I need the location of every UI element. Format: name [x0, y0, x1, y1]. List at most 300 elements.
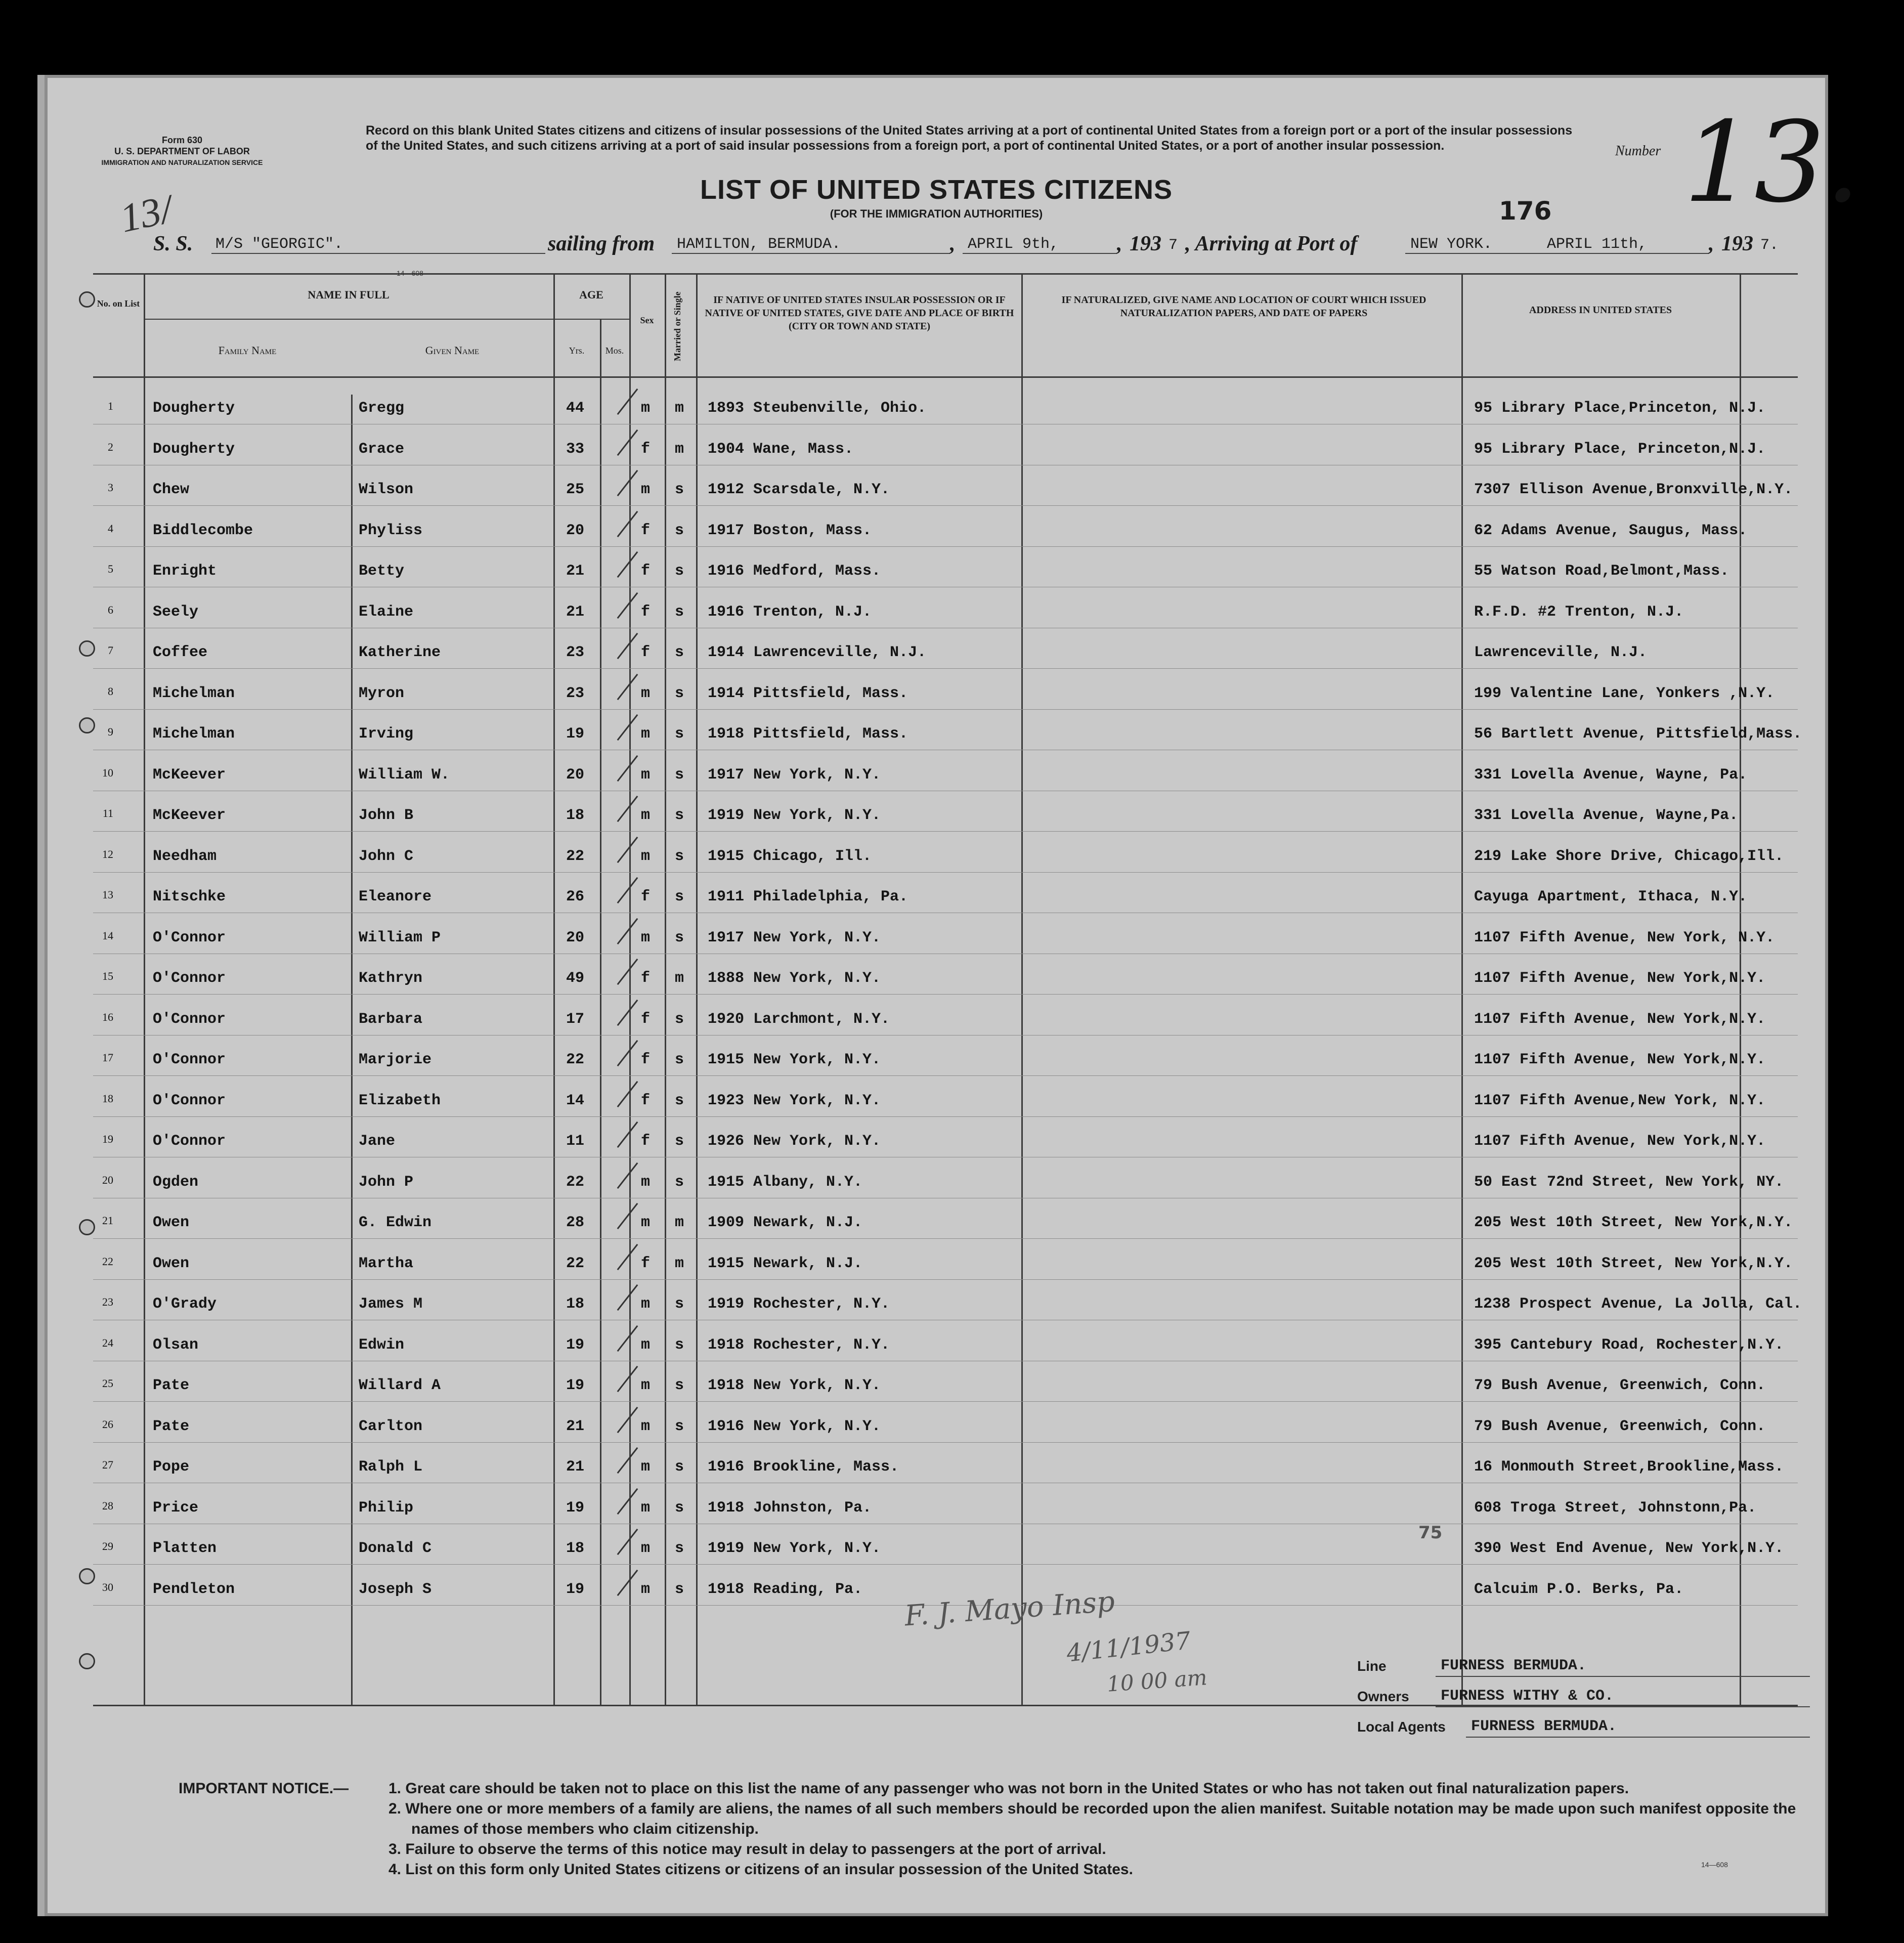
marital-status: s	[675, 1296, 684, 1313]
birth-info: 1893 Steubenville, Ohio.	[708, 400, 927, 417]
birth-info: 1917 New York, N.Y.	[708, 766, 881, 784]
binder-hole	[79, 717, 95, 733]
sex: f	[641, 1010, 651, 1028]
family-name: Price	[153, 1499, 199, 1517]
sex: m	[641, 1214, 651, 1231]
passenger-number: 12	[102, 847, 113, 860]
binder-hole	[79, 291, 95, 308]
family-name: Ogden	[153, 1173, 199, 1191]
marital-status: s	[675, 684, 684, 702]
departure-date: APRIL 9th,	[968, 236, 1059, 253]
age-years: 26	[566, 888, 585, 905]
comma-1: ,	[950, 232, 956, 255]
us-address: 50 East 72nd Street, New York, NY.	[1474, 1173, 1784, 1191]
sex: f	[641, 1092, 651, 1109]
ss-label: S. S.	[153, 232, 193, 255]
sex: m	[641, 1173, 651, 1191]
check-mark	[617, 714, 638, 741]
marital-status: m	[675, 400, 684, 417]
passenger-number: 14	[102, 929, 113, 942]
us-address: 16 Monmouth Street,Brookline,Mass.	[1474, 1458, 1784, 1476]
check-mark	[617, 1366, 638, 1392]
check-mark	[617, 673, 638, 700]
given-name: William W.	[359, 766, 450, 784]
family-name: Nitschke	[153, 888, 226, 905]
birth-info: 1912 Scarsdale, N.Y.	[708, 481, 890, 498]
line-value: FURNESS BERMUDA.	[1441, 1657, 1587, 1674]
marital-status: s	[675, 522, 684, 539]
header-birth: IF NATIVE OF UNITED STATES INSULAR POSSESSION OR IF NATIVE OF UNITED STATES, GIVE DATE AND PLACE OF BIRTH (CITY OR TOWN AND STATE)	[705, 294, 1014, 332]
given-name: Donald C	[359, 1540, 432, 1557]
departure-year-prefix: 193	[1130, 232, 1161, 255]
notice-item: 4. List on this form only United States citizens or citizens of an insular possession of the United States.	[388, 1861, 1133, 1878]
comma-3: ,	[1709, 232, 1714, 255]
check-mark	[617, 1203, 638, 1229]
passenger-number: 20	[102, 1173, 113, 1186]
agents-value: FURNESS BERMUDA.	[1471, 1718, 1617, 1735]
age-years: 19	[566, 1377, 585, 1394]
us-address: 95 Library Place, Princeton,N.J.	[1474, 440, 1766, 458]
passenger-number: 13	[102, 888, 113, 901]
check-mark	[617, 1162, 638, 1188]
notice-items	[388, 1779, 1820, 1880]
service-name: IMMIGRATION AND NATURALIZATION SERVICE	[101, 158, 263, 166]
row-rule	[93, 1075, 1798, 1076]
us-address: 1107 Fifth Avenue, New York,N.Y.	[1474, 970, 1766, 987]
sex: m	[641, 1499, 651, 1517]
marital-status: s	[675, 1458, 684, 1476]
passenger-number: 21	[102, 1214, 113, 1227]
family-name: Michelman	[153, 725, 235, 743]
us-address: 62 Adams Avenue, Saugus, Mass.	[1474, 522, 1748, 539]
form-identifier	[101, 135, 263, 168]
birth-info: 1916 Trenton, N.J.	[708, 603, 872, 621]
marital-status: s	[675, 1092, 684, 1109]
us-address: 1107 Fifth Avenue, New York,N.Y.	[1474, 1133, 1766, 1150]
from-fill-line	[672, 253, 950, 254]
birth-info: 1920 Larchmont, N.Y.	[708, 1010, 890, 1028]
check-mark	[617, 999, 638, 1025]
given-name: Grace	[359, 440, 405, 458]
marital-status: m	[675, 1214, 684, 1231]
us-address: 331 Lovella Avenue, Wayne,Pa.	[1474, 807, 1739, 824]
sex: m	[641, 725, 651, 743]
given-name: Marjorie	[359, 1051, 432, 1068]
given-name: Joseph S	[359, 1580, 432, 1598]
sex: f	[641, 644, 651, 661]
passenger-table	[93, 269, 1802, 1654]
check-mark	[617, 1406, 638, 1433]
age-years: 19	[566, 1580, 585, 1598]
check-mark	[617, 1529, 638, 1555]
age-years: 21	[566, 603, 585, 621]
arrival-port: NEW YORK.	[1410, 236, 1493, 253]
arrival-year-prefix: 193	[1721, 232, 1753, 255]
age-years: 11	[566, 1133, 585, 1150]
birth-info: 1918 Johnston, Pa.	[708, 1499, 872, 1517]
sex: f	[641, 1133, 651, 1150]
family-name: Pate	[153, 1377, 190, 1394]
family-name: McKeever	[153, 807, 226, 824]
marital-status: s	[675, 603, 684, 621]
given-name: G. Edwin	[359, 1214, 432, 1231]
marital-status: s	[675, 1173, 684, 1191]
handwritten-mark: 13/	[116, 187, 177, 241]
marital-status: s	[675, 1540, 684, 1557]
check-mark	[617, 1040, 638, 1066]
check-mark	[617, 796, 638, 822]
row-rule	[93, 505, 1798, 506]
marital-status: s	[675, 847, 684, 865]
birth-info: 1919 Rochester, N.Y.	[708, 1296, 890, 1313]
header-age: AGE	[579, 288, 603, 301]
us-address: 79 Bush Avenue, Greenwich, Conn.	[1474, 1377, 1766, 1394]
family-name: Platten	[153, 1540, 217, 1557]
sex: m	[641, 1336, 651, 1354]
marital-status: s	[675, 929, 684, 946]
header-naturalized: IF NATURALIZED, GIVE NAME AND LOCATION OF COURT WHICH ISSUED NATURALIZATION PAPERS, AND DATE OF PAPERS	[1061, 294, 1426, 319]
family-name: Enright	[153, 563, 217, 580]
signature-time: 10 00 am	[1106, 1665, 1208, 1697]
given-name: Elizabeth	[359, 1092, 441, 1109]
us-address: Calcuim P.O. Berks, Pa.	[1474, 1580, 1684, 1598]
sex: m	[641, 400, 651, 417]
notice-heading: IMPORTANT NOTICE.—	[179, 1780, 349, 1797]
check-mark	[617, 1569, 638, 1595]
us-address: 1107 Fifth Avenue, New York,N.Y.	[1474, 1010, 1766, 1028]
header-married-single: Married or Single	[672, 291, 682, 361]
age-years: 18	[566, 807, 585, 824]
birth-info: 1914 Lawrenceville, N.J.	[708, 644, 927, 661]
check-mark	[617, 1488, 638, 1514]
birth-info: 1915 Newark, N.J.	[708, 1255, 863, 1272]
owners-label: Owners	[1357, 1689, 1409, 1704]
check-mark	[617, 510, 638, 537]
us-address: 1107 Fifth Avenue, New York, N.Y.	[1474, 929, 1775, 946]
agents-label: Local Agents	[1357, 1719, 1446, 1735]
given-name: Jane	[359, 1133, 396, 1150]
birth-info: 1915 Chicago, Ill.	[708, 847, 872, 865]
birth-info: 1904 Wane, Mass.	[708, 440, 854, 458]
arrival-year-suffix: 7.	[1760, 237, 1779, 254]
marital-status: s	[675, 644, 684, 661]
us-address: 55 Watson Road,Belmont,Mass.	[1474, 563, 1729, 580]
us-address: 395 Cantebury Road, Rochester,N.Y.	[1474, 1336, 1784, 1354]
passenger-number: 28	[102, 1499, 113, 1512]
agents-fill-line	[1466, 1737, 1810, 1738]
col-rule-ms	[696, 273, 698, 1705]
sex: f	[641, 522, 651, 539]
passenger-number: 15	[102, 970, 113, 982]
table-top-rule	[93, 273, 1798, 275]
family-name: Chew	[153, 481, 190, 498]
sex: m	[641, 929, 651, 946]
row-rule	[93, 1238, 1798, 1239]
family-name: Dougherty	[153, 400, 235, 417]
birth-info: 1919 New York, N.Y.	[708, 1540, 881, 1557]
row-rule	[93, 546, 1798, 547]
passenger-number: 26	[102, 1417, 113, 1431]
department-name: U. S. DEPARTMENT OF LABOR	[114, 146, 250, 156]
birth-info: 1909 Newark, N.J.	[708, 1214, 863, 1231]
us-address: 1238 Prospect Avenue, La Jolla, Cal.	[1474, 1296, 1802, 1313]
family-name: Pate	[153, 1417, 190, 1435]
age-years: 19	[566, 1336, 585, 1354]
manifest-page	[45, 75, 1860, 1916]
marital-status: s	[675, 1336, 684, 1354]
us-address: 1107 Fifth Avenue,New York, N.Y.	[1474, 1092, 1766, 1109]
marital-status: s	[675, 1417, 684, 1435]
us-address: 331 Lovella Avenue, Wayne, Pa.	[1474, 766, 1748, 784]
family-name: Coffee	[153, 644, 208, 661]
given-name: John B	[359, 807, 414, 824]
sex: m	[641, 1296, 651, 1313]
stamp-number: 176	[1499, 196, 1552, 226]
sex: m	[641, 847, 651, 865]
check-mark	[617, 470, 638, 496]
row-rule	[93, 872, 1798, 873]
col-rule-sex	[665, 273, 666, 1705]
passenger-number: 29	[102, 1540, 113, 1552]
row-rule	[93, 1116, 1798, 1117]
col-rule-no	[144, 273, 145, 1705]
age-years: 22	[566, 1051, 585, 1068]
footer-print-code: 14—608	[1701, 1861, 1728, 1869]
passenger-number: 8	[108, 684, 113, 698]
us-address: 79 Bush Avenue, Greenwich, Conn.	[1474, 1417, 1766, 1435]
row-rule	[93, 831, 1798, 832]
header-mos: Mos.	[605, 346, 624, 356]
us-address: 7307 Ellison Avenue,Bronxville,N.Y.	[1474, 481, 1793, 498]
given-name: Ralph L	[359, 1458, 423, 1476]
list-number: 13.	[1683, 98, 1860, 227]
check-mark	[617, 959, 638, 985]
given-name: William P	[359, 929, 441, 946]
check-mark	[617, 1284, 638, 1311]
given-name: James M	[359, 1296, 423, 1313]
birth-info: 1926 New York, N.Y.	[708, 1133, 881, 1150]
sex: m	[641, 481, 651, 498]
given-name: Katherine	[359, 644, 441, 661]
family-name: O'Connor	[153, 1051, 226, 1068]
birth-info: 1916 Brookline, Mass.	[708, 1458, 899, 1476]
birth-info: 1923 New York, N.Y.	[708, 1092, 881, 1109]
family-name: Pendleton	[153, 1580, 235, 1598]
sailing-from-label: sailing from	[548, 232, 655, 255]
passenger-number: 9	[108, 725, 113, 738]
family-name: O'Connor	[153, 970, 226, 987]
passenger-number: 4	[108, 522, 113, 535]
birth-info: 1911 Philadelphia, Pa.	[708, 888, 908, 905]
binder-hole	[79, 640, 95, 657]
family-name: Needham	[153, 847, 217, 865]
sex: f	[641, 1255, 651, 1272]
passenger-number: 2	[108, 440, 113, 453]
passenger-number: 17	[102, 1051, 113, 1064]
notice-item: 1. Great care should be taken not to place on this list the name of any passenger who was not born in the United States or who has not taken out final naturalization papers.	[388, 1780, 1629, 1797]
header-sex: Sex	[640, 315, 654, 325]
marital-status: s	[675, 888, 684, 905]
passenger-number: 25	[102, 1377, 113, 1390]
check-mark	[617, 836, 638, 862]
family-name: Olsan	[153, 1336, 199, 1354]
col-rule-family	[351, 395, 353, 1705]
age-years: 23	[566, 644, 585, 661]
check-mark	[617, 1243, 638, 1270]
birth-info: 1918 Rochester, N.Y.	[708, 1336, 890, 1354]
given-name: Martha	[359, 1255, 414, 1272]
binder-hole	[79, 1568, 95, 1584]
header-no-on-list: No. on List	[97, 298, 140, 309]
sex: m	[641, 766, 651, 784]
passenger-number: 16	[102, 1010, 113, 1023]
marital-status: s	[675, 1499, 684, 1517]
header-print-code: 14—608	[397, 269, 423, 277]
age-years: 18	[566, 1540, 585, 1557]
family-name: Michelman	[153, 684, 235, 702]
ship-fill-line	[211, 253, 545, 254]
sex: m	[641, 1540, 651, 1557]
marital-status: m	[675, 1255, 684, 1272]
line-fill-line	[1436, 1676, 1810, 1677]
sex: f	[641, 970, 651, 987]
passenger-number: 7	[108, 644, 113, 657]
passenger-number: 22	[102, 1255, 113, 1268]
given-name: Philip	[359, 1499, 414, 1517]
given-name: Kathryn	[359, 970, 423, 987]
ship-name: M/S "GEORGIC".	[215, 236, 343, 253]
margin-note: 75	[1418, 1523, 1443, 1543]
check-mark	[617, 429, 638, 455]
marital-status: s	[675, 1010, 684, 1028]
given-name: Willard A	[359, 1377, 441, 1394]
given-name: Myron	[359, 684, 405, 702]
sex: m	[641, 807, 651, 824]
col-rule-naturalized	[1461, 273, 1463, 1705]
given-name: John C	[359, 847, 414, 865]
passenger-number: 24	[102, 1336, 113, 1349]
row-rule	[93, 1564, 1798, 1565]
row-rule	[93, 1442, 1798, 1443]
depart-date-fill-line	[963, 253, 1117, 254]
check-mark	[617, 1325, 638, 1351]
us-address: 205 West 10th Street, New York,N.Y.	[1474, 1255, 1793, 1272]
birth-info: 1888 New York, N.Y.	[708, 970, 881, 987]
passenger-number: 23	[102, 1296, 113, 1308]
notice-item: 3. Failure to observe the terms of this notice may result in delay to passengers at the port of arrival.	[388, 1841, 1106, 1858]
line-label: Line	[1357, 1658, 1387, 1674]
given-name: Irving	[359, 725, 414, 743]
check-mark	[617, 592, 638, 618]
check-mark	[617, 1447, 638, 1474]
birth-info: 1919 New York, N.Y.	[708, 807, 881, 824]
binder-hole	[79, 1653, 95, 1669]
check-mark	[617, 918, 638, 944]
age-years: 28	[566, 1214, 585, 1231]
subheader-rule	[144, 319, 629, 320]
given-name: Elaine	[359, 603, 414, 621]
owners-value: FURNESS WITHY & CO.	[1441, 1688, 1614, 1705]
row-rule	[93, 994, 1798, 995]
departure-year-suffix: 7	[1169, 237, 1178, 254]
birth-info: 1914 Pittsfield, Mass.	[708, 684, 908, 702]
passenger-number: 10	[102, 766, 113, 779]
sex: m	[641, 684, 651, 702]
us-address: Cayuga Apartment, Ithaca, N.Y.	[1474, 888, 1748, 905]
sex: f	[641, 603, 651, 621]
age-years: 14	[566, 1092, 585, 1109]
family-name: McKeever	[153, 766, 226, 784]
age-years: 44	[566, 400, 585, 417]
birth-info: 1918 Reading, Pa.	[708, 1580, 863, 1598]
marital-status: s	[675, 725, 684, 743]
family-name: Owen	[153, 1214, 190, 1231]
comma-2: ,	[1117, 232, 1122, 255]
arriving-label: , Arriving at Port of	[1185, 232, 1358, 255]
table-header-rule	[93, 376, 1798, 378]
passenger-number: 3	[108, 481, 113, 494]
given-name: Betty	[359, 563, 405, 580]
family-name: Seely	[153, 603, 199, 621]
birth-info: 1918 Pittsfield, Mass.	[708, 725, 908, 743]
us-address: 390 West End Avenue, New York,N.Y.	[1474, 1540, 1784, 1557]
passenger-number: 27	[102, 1458, 113, 1471]
given-name: Phyliss	[359, 522, 423, 539]
given-name: Wilson	[359, 481, 414, 498]
family-name: O'Connor	[153, 1133, 226, 1150]
birth-info: 1916 New York, N.Y.	[708, 1417, 881, 1435]
passenger-number: 5	[108, 563, 113, 575]
passenger-number: 6	[108, 603, 113, 616]
age-years: 20	[566, 766, 585, 784]
check-mark	[617, 551, 638, 578]
us-address: 56 Bartlett Avenue, Pittsfield,Mass.	[1474, 725, 1802, 743]
marital-status: s	[675, 481, 684, 498]
check-mark	[617, 755, 638, 781]
age-years: 22	[566, 1173, 585, 1191]
check-mark	[617, 633, 638, 659]
sex: m	[641, 1580, 651, 1598]
age-years: 18	[566, 1296, 585, 1313]
marital-status: s	[675, 1580, 684, 1598]
row-rule	[93, 709, 1798, 710]
given-name: Carlton	[359, 1417, 423, 1435]
header-address: ADDRESS IN UNITED STATES	[1529, 305, 1672, 316]
family-name: O'Connor	[153, 1092, 226, 1109]
birth-info: 1918 New York, N.Y.	[708, 1377, 881, 1394]
sex: f	[641, 1051, 651, 1068]
birth-info: 1915 Albany, N.Y.	[708, 1173, 863, 1191]
sex: m	[641, 1377, 651, 1394]
col-rule-name	[553, 273, 555, 1705]
header-name-in-full: NAME IN FULL	[308, 288, 390, 301]
sex: m	[641, 1417, 651, 1435]
family-name: O'Grady	[153, 1296, 217, 1313]
passenger-number: 18	[102, 1092, 113, 1105]
owners-fill-line	[1436, 1706, 1810, 1707]
given-name: Gregg	[359, 400, 405, 417]
family-name: O'Connor	[153, 1010, 226, 1028]
age-years: 21	[566, 1417, 585, 1435]
marital-status: s	[675, 1133, 684, 1150]
signature-date: 4/11/1937	[1065, 1626, 1192, 1668]
marital-status: s	[675, 766, 684, 784]
family-name: Biddlecombe	[153, 522, 253, 539]
passenger-number: 30	[102, 1580, 113, 1593]
us-address: 1107 Fifth Avenue, New York,N.Y.	[1474, 1051, 1766, 1068]
sex: f	[641, 563, 651, 580]
age-years: 19	[566, 725, 585, 743]
